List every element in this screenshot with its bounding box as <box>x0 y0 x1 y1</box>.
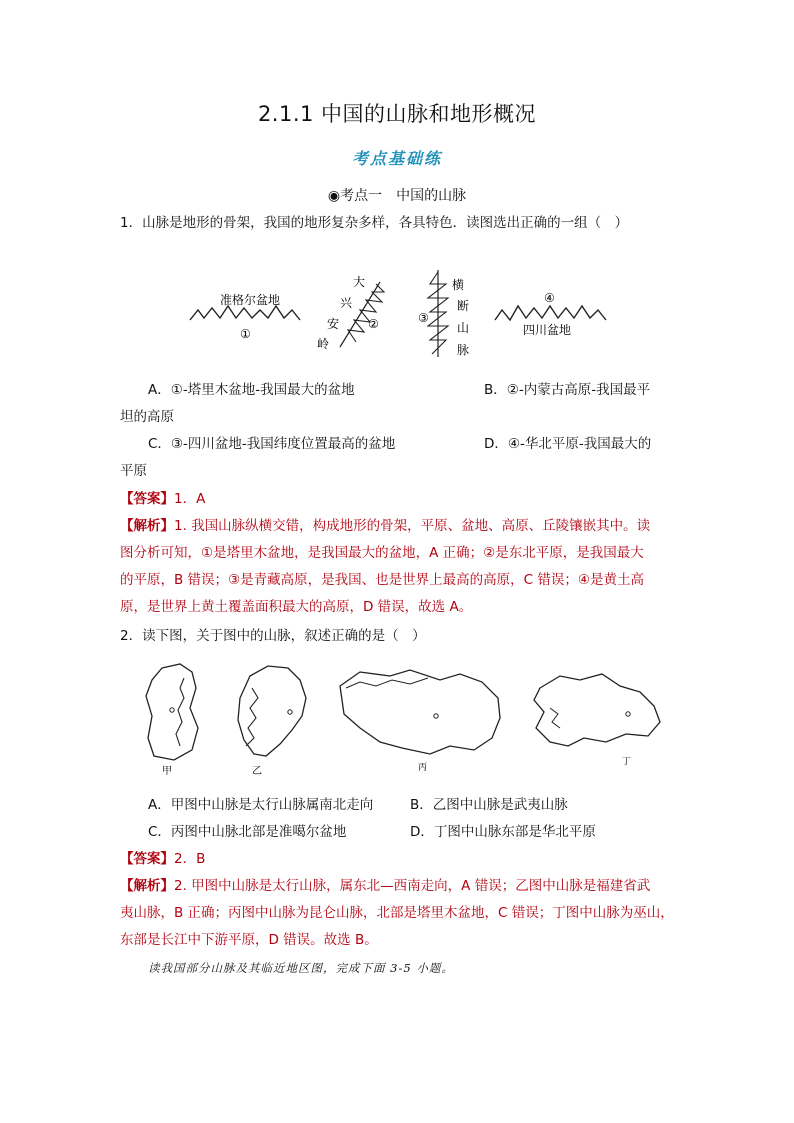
dxal-char-3: 安 <box>327 317 340 331</box>
marker-1: ① <box>240 327 251 341</box>
basin-label-4: 四川盆地 <box>523 323 572 337</box>
q2-analysis-2: 夷山脉，B 正确；丙图中山脉为昆仑山脉，北部是塔里木盆地，C 错误；丁图中山脉为巫山， <box>120 905 674 921</box>
q2-option-d[interactable]: D．丁图中山脉东部是华北平原 <box>410 824 596 840</box>
section-subtitle: 考点基础练 <box>351 149 442 168</box>
q1-option-d[interactable]: D．④-华北平原-我国最大的 <box>484 436 652 452</box>
answer-value: 2．B <box>174 851 206 867</box>
dxal-mountains <box>317 274 384 351</box>
hd-char-2: 断 <box>457 299 470 313</box>
map-ding <box>534 674 660 767</box>
q2-answer <box>120 846 205 873</box>
q1-analysis-2: 图分析可知，①是塔里木盆地，是我国最大的盆地，A 正确；②是东北平原，是我国最大 <box>120 545 644 561</box>
q1-figure <box>180 262 620 362</box>
q2-stem: 2．读下图，关于图中的山脉，叙述正确的是（ ） <box>120 628 426 644</box>
map-bing-label: 丙 <box>418 763 428 773</box>
dxal-char-4: 岭 <box>317 337 330 351</box>
map-ding-label: 丁 <box>622 757 632 767</box>
marker-4: ④ <box>544 291 555 305</box>
hd-char-4: 脉 <box>457 343 470 357</box>
q2-analysis-1 <box>120 873 650 900</box>
q1-option-a[interactable]: A．①-塔里木盆地-我国最大的盆地 <box>148 382 355 398</box>
q2-option-a[interactable]: A．甲图中山脉是太行山脉属南北走向 <box>148 797 374 813</box>
hd-char-1: 横 <box>452 278 465 292</box>
hengduan-mountains <box>418 270 469 357</box>
group-intro: 读我国部分山脉及其临近地区图，完成下面 3-5 小题。 <box>148 961 454 975</box>
q2-maps <box>140 658 670 780</box>
q1-option-c[interactable]: C．③-四川盆地-我国纬度位置最高的盆地 <box>148 436 396 452</box>
q1-answer <box>120 486 205 513</box>
q2-option-b[interactable]: B．乙图中山脉是武夷山脉 <box>410 797 568 813</box>
dxal-char-1: 大 <box>353 275 366 289</box>
basin-mountains-1 <box>190 292 300 341</box>
q1-stem: 1．山脉是地形的骨架，我国的地形复杂多样，各具特色．读图选出正确的一组（ ） <box>120 215 629 231</box>
answer-tag: 【答案】 <box>120 491 174 507</box>
q1-option-b-cont: 坦的高原 <box>120 409 174 425</box>
q1-analysis-3: 的平原，B 错误；③是青藏高原，是我国、也是世界上最高的高原，C 错误；④是黄土高 <box>120 572 644 588</box>
topic-heading: ◉考点一 中国的山脉 <box>327 188 467 204</box>
map-jia <box>146 664 198 777</box>
marker-2: ② <box>368 317 379 331</box>
analysis-text: 1. 我国山脉纵横交错，构成地形的骨架，平原、盆地、高原、丘陵镶嵌其中。读 <box>174 518 651 534</box>
q1-option-d-cont: 平原 <box>120 463 147 479</box>
answer-tag: 【答案】 <box>120 851 174 867</box>
analysis-text: 2. 甲图中山脉是太行山脉，属东北—西南走向，A 错误；乙图中山脉是福建省武 <box>174 878 651 894</box>
dxal-char-2: 兴 <box>340 296 353 310</box>
hd-char-3: 山 <box>457 321 470 335</box>
analysis-tag: 【解析】 <box>120 518 174 534</box>
marker-3: ③ <box>418 311 429 325</box>
basin-label-1: 准格尔盆地 <box>220 293 281 307</box>
page-title: 2.1.1 中国的山脉和地形概况 <box>257 102 537 126</box>
map-bing <box>340 670 500 773</box>
q1-option-b[interactable]: B．②-内蒙古高原-我国最平 <box>484 382 651 398</box>
q1-analysis-4: 原，是世界上黄土覆盖面积最大的高原，D 错误，故选 A。 <box>120 599 473 615</box>
q1-analysis-1 <box>120 513 650 540</box>
basin-mountains-4 <box>495 291 606 337</box>
q2-option-c[interactable]: C．丙图中山脉北部是准噶尔盆地 <box>148 824 347 840</box>
q2-analysis-3: 东部是长江中下游平原，D 错误。故选 B。 <box>120 932 378 948</box>
analysis-tag: 【解析】 <box>120 878 174 894</box>
map-yi <box>238 666 306 777</box>
map-yi-label: 乙 <box>252 766 262 777</box>
map-jia-label: 甲 <box>162 766 172 777</box>
answer-value: 1．A <box>174 491 206 507</box>
